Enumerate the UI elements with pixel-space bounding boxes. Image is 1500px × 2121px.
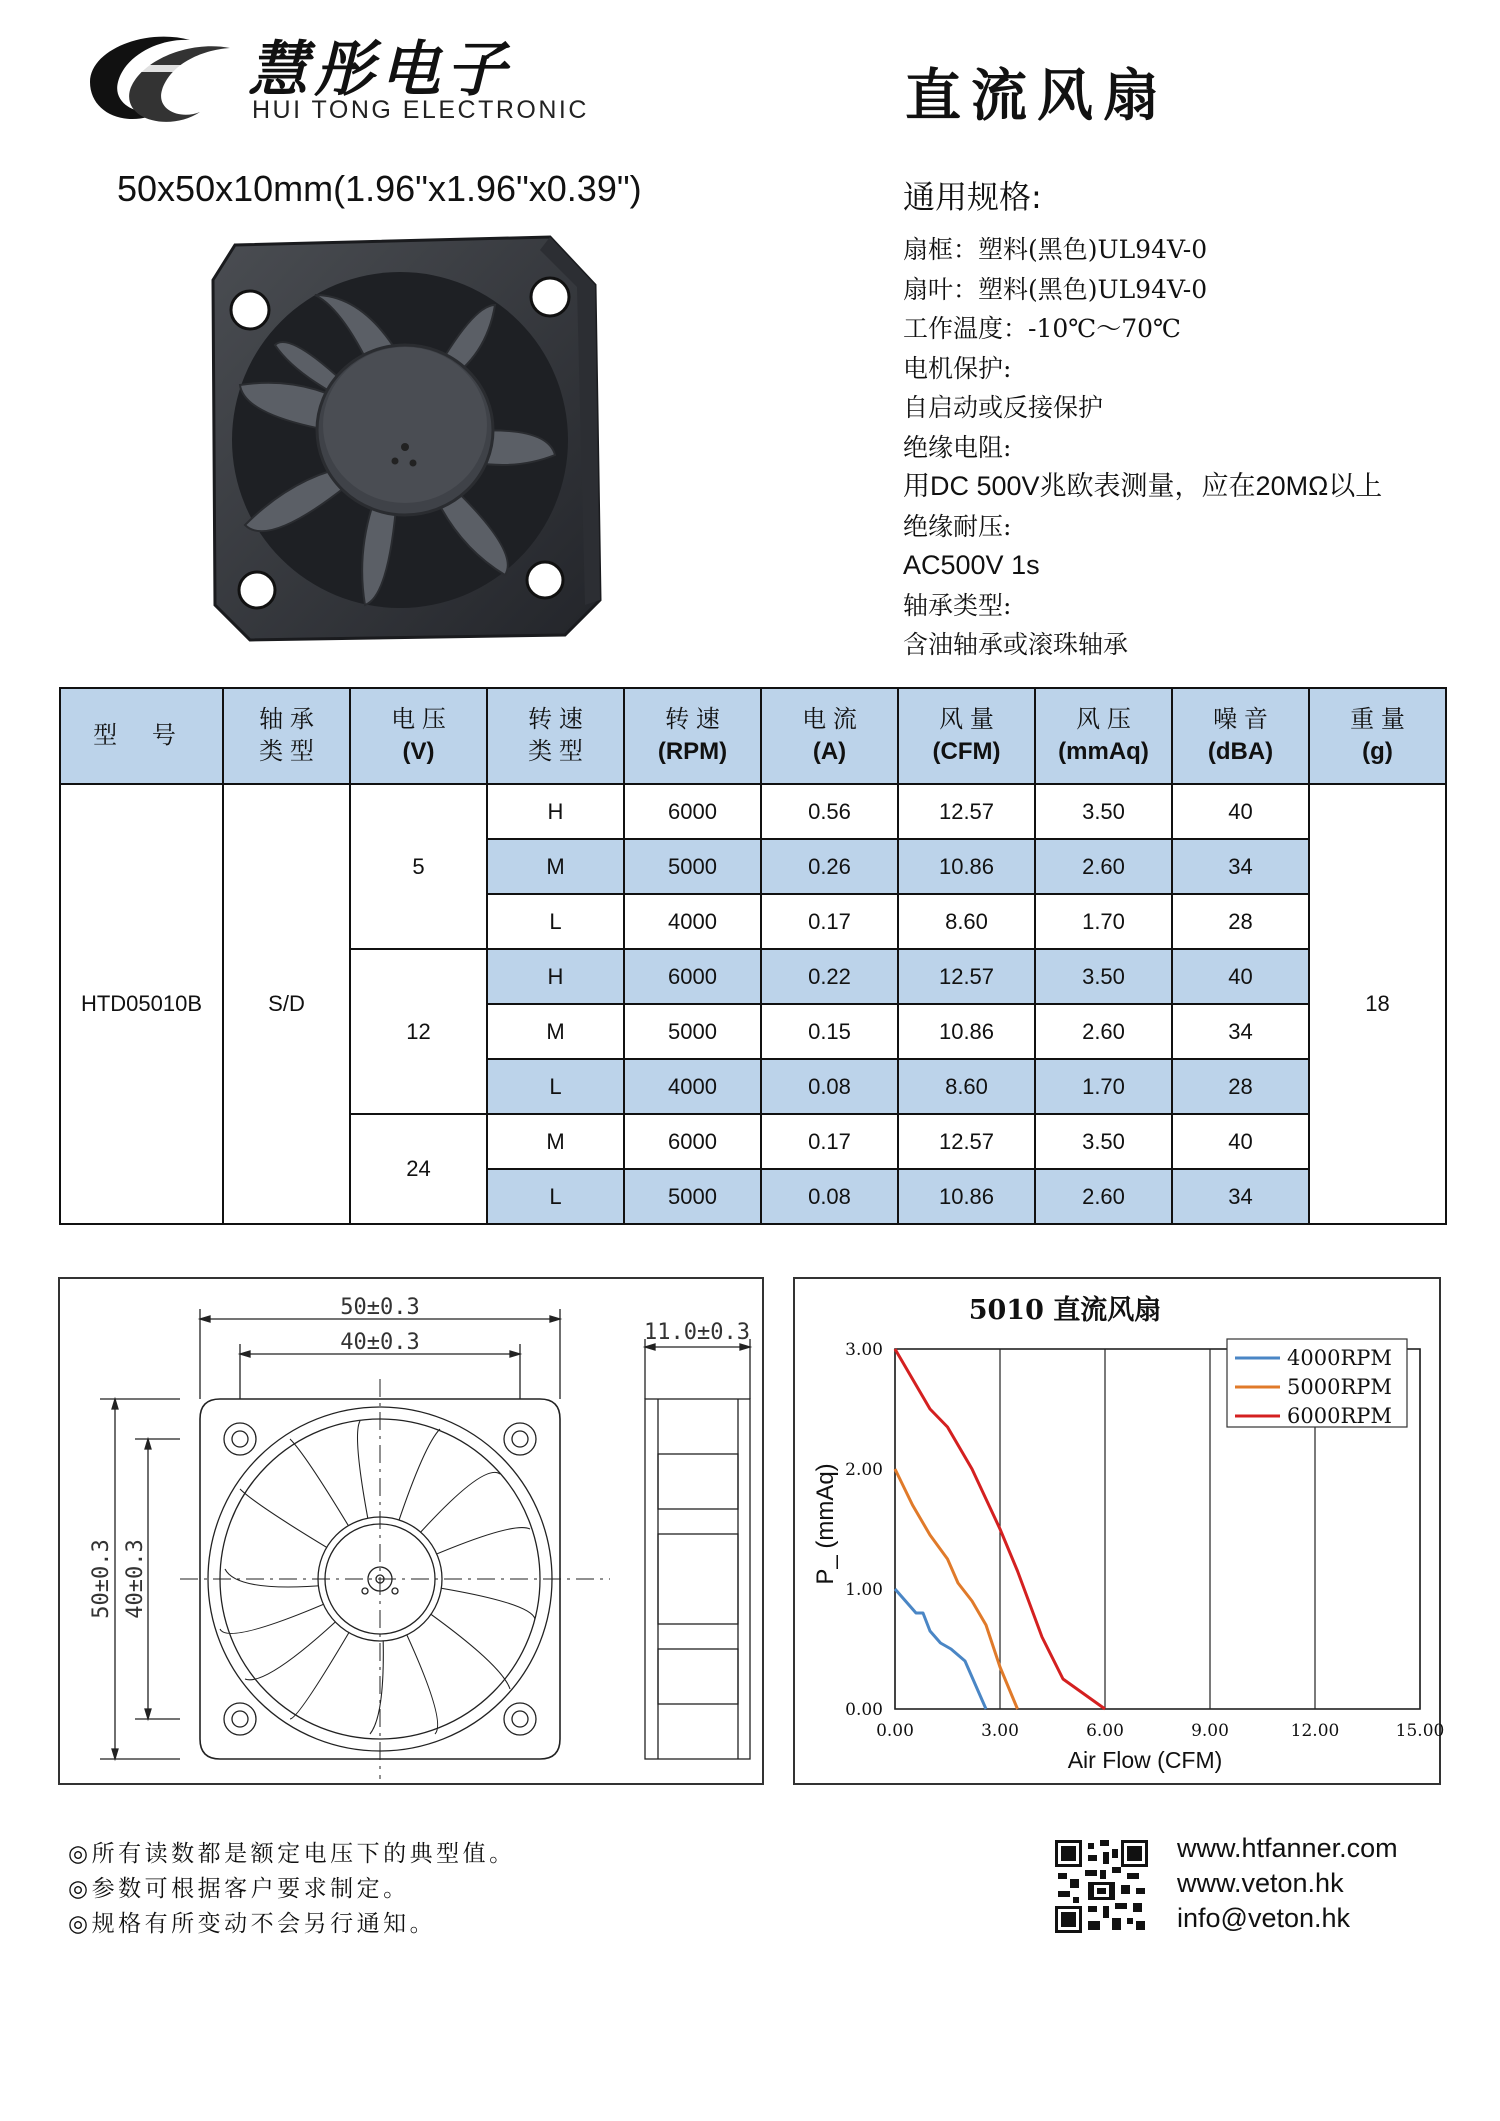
- spec-bearing-label: 轴承类型:: [903, 590, 1012, 620]
- cell-voltage: 5: [350, 784, 487, 949]
- header-weight: 重 量 (g): [1309, 688, 1446, 784]
- legend-label: 5000RPM: [1287, 1375, 1392, 1399]
- y-tick-label: 1.00: [845, 1580, 883, 1600]
- cell-rpm: 4000: [624, 894, 761, 949]
- cell-current: 0.17: [761, 1114, 898, 1169]
- spec-insulation-resistance-value: 用DC 500V兆欧表测量，应在20MΩ以上: [903, 471, 1383, 501]
- cell-cfm: 8.60: [898, 894, 1035, 949]
- series-line-4000rpm: [895, 1589, 986, 1709]
- spec-frame: 扇框：塑料(黑色)UL94V-0: [903, 235, 1208, 264]
- table-row: [60, 784, 1446, 839]
- performance-chart: [795, 1279, 1445, 1783]
- header-pressure: 风 压 (mmAq): [1035, 688, 1172, 784]
- cell-mmaq: 3.50: [1035, 1114, 1172, 1169]
- dim-hole-height: 40±0.3: [123, 1539, 148, 1619]
- general-specifications: [903, 172, 1463, 665]
- cell-dba: 34: [1172, 1169, 1309, 1224]
- note-line: ◎所有读数都是额定电压下的典型值。: [68, 1841, 516, 1867]
- cell-cfm: 10.86: [898, 1004, 1035, 1059]
- cell-bearing: S/D: [223, 784, 350, 1224]
- cell-cfm: 8.60: [898, 1059, 1035, 1114]
- cell-mmaq: 2.60: [1035, 1169, 1172, 1224]
- legend-label: 6000RPM: [1287, 1404, 1392, 1428]
- cell-current: 0.15: [761, 1004, 898, 1059]
- dimension-drawing: [60, 1279, 762, 1783]
- x-tick-label: 15.00: [1395, 1721, 1445, 1741]
- performance-chart-panel: [793, 1277, 1445, 1785]
- header-speed-type: 转 速 类 型: [487, 688, 624, 784]
- cell-speed: M: [487, 1004, 624, 1059]
- cell-speed: L: [487, 1059, 624, 1114]
- cell-speed: L: [487, 1169, 624, 1224]
- cell-mmaq: 1.70: [1035, 1059, 1172, 1114]
- qr-code: [1055, 1840, 1148, 1933]
- header-current: 电 流 (A): [761, 688, 898, 784]
- spec-temperature: 工作温度：-10℃～70℃: [903, 314, 1182, 343]
- x-tick-label: 12.00: [1290, 1721, 1340, 1741]
- chart-legend: [1227, 1339, 1407, 1428]
- x-tick-label: 3.00: [981, 1721, 1019, 1741]
- spec-insulation-resistance-label: 绝缘电阻:: [903, 432, 1012, 462]
- dim-outer-width: 50±0.3: [340, 1295, 420, 1320]
- cell-dba: 34: [1172, 839, 1309, 894]
- header-airflow: 风 量 (CFM): [898, 688, 1035, 784]
- cell-rpm: 4000: [624, 1059, 761, 1114]
- contact-info: [1177, 1831, 1398, 1936]
- spec-dielectric-label: 绝缘耐压:: [903, 511, 1012, 541]
- cell-current: 0.08: [761, 1169, 898, 1224]
- footer-notes: [68, 1837, 516, 1942]
- cell-mmaq: 1.70: [1035, 894, 1172, 949]
- spec-bearing-value: 含油轴承或滚珠轴承: [903, 630, 1129, 659]
- cell-speed: H: [487, 784, 624, 839]
- dim-hole-width: 40±0.3: [340, 1330, 420, 1355]
- dim-outer-height: 50±0.3: [89, 1539, 114, 1619]
- cell-current: 0.22: [761, 949, 898, 1004]
- cell-mmaq: 2.60: [1035, 1004, 1172, 1059]
- chart-y-axis-label: P_ (mmAq): [812, 1463, 839, 1585]
- y-tick-label: 2.00: [845, 1460, 883, 1480]
- cell-cfm: 12.57: [898, 949, 1035, 1004]
- cell-cfm: 10.86: [898, 1169, 1035, 1224]
- cell-speed: L: [487, 894, 624, 949]
- note-line: ◎规格有所变动不会另行通知。: [68, 1911, 437, 1937]
- header-voltage: 电 压 (V): [350, 688, 487, 784]
- dim-thickness: 11.0±0.3: [644, 1320, 750, 1345]
- x-tick-label: 9.00: [1191, 1721, 1229, 1741]
- header-bearing: 轴 承 类 型: [223, 688, 350, 784]
- cell-current: 0.56: [761, 784, 898, 839]
- cell-model: HTD05010B: [60, 784, 223, 1224]
- cell-dba: 28: [1172, 894, 1309, 949]
- chart-x-axis-label: Air Flow (CFM): [1067, 1747, 1223, 1773]
- website-link[interactable]: www.htfanner.com: [1177, 1833, 1398, 1863]
- cell-dba: 40: [1172, 949, 1309, 1004]
- cell-rpm: 6000: [624, 1114, 761, 1169]
- x-tick-label: 0.00: [876, 1721, 914, 1741]
- cell-current: 0.17: [761, 894, 898, 949]
- spec-motor-protection-value: 自启动或反接保护: [903, 393, 1104, 422]
- company-logo: [70, 20, 240, 130]
- header-rpm: 转 速 (RPM): [624, 688, 761, 784]
- cell-cfm: 12.57: [898, 1114, 1035, 1169]
- cell-speed: H: [487, 949, 624, 1004]
- product-size-title: 50x50x10mm(1.96"x1.96"x0.39"): [117, 168, 642, 209]
- cell-rpm: 6000: [624, 949, 761, 1004]
- cell-dba: 40: [1172, 1114, 1309, 1169]
- header-noise: 噪 音 (dBA): [1172, 688, 1309, 784]
- document-title: 直流风扇: [905, 63, 1169, 129]
- cell-cfm: 10.86: [898, 839, 1035, 894]
- chart-title: 5010 直流风扇: [968, 1295, 1162, 1326]
- cell-mmaq: 2.60: [1035, 839, 1172, 894]
- cell-dba: 34: [1172, 1004, 1309, 1059]
- cell-rpm: 5000: [624, 1004, 761, 1059]
- spec-motor-protection-label: 电机保护:: [903, 353, 1012, 383]
- cell-rpm: 5000: [624, 839, 761, 894]
- fan-product-photo: [205, 225, 615, 645]
- brand-name-english: HUI TONG ELECTRONIC: [252, 96, 589, 124]
- table-header-row: [60, 688, 1446, 784]
- legend-label: 4000RPM: [1287, 1346, 1392, 1370]
- cell-current: 0.26: [761, 839, 898, 894]
- spec-title: 通用规格:: [903, 178, 1042, 216]
- brand-name-chinese: 慧彤电子: [248, 35, 512, 105]
- cell-voltage: 12: [350, 949, 487, 1114]
- cell-speed: M: [487, 839, 624, 894]
- website-link[interactable]: www.veton.hk: [1177, 1868, 1344, 1898]
- cell-rpm: 5000: [624, 1169, 761, 1224]
- header-model: 型 号: [60, 688, 223, 784]
- note-line: ◎参数可根据客户要求制定。: [68, 1876, 410, 1902]
- spec-dielectric-value: AC500V 1s: [903, 550, 1040, 580]
- cell-voltage: 24: [350, 1114, 487, 1224]
- cell-current: 0.08: [761, 1059, 898, 1114]
- y-tick-label: 3.00: [845, 1340, 883, 1360]
- cell-dba: 40: [1172, 784, 1309, 839]
- y-tick-label: 0.00: [845, 1700, 883, 1720]
- x-tick-label: 6.00: [1086, 1721, 1124, 1741]
- cell-cfm: 12.57: [898, 784, 1035, 839]
- cell-weight: 18: [1309, 784, 1446, 1224]
- email-link[interactable]: info@veton.hk: [1177, 1903, 1351, 1933]
- dimension-drawing-panel: [58, 1277, 764, 1785]
- series-line-5000rpm: [895, 1469, 1018, 1709]
- cell-rpm: 6000: [624, 784, 761, 839]
- cell-dba: 28: [1172, 1059, 1309, 1114]
- spec-table: [59, 687, 1447, 1225]
- spec-blade: 扇叶：塑料(黑色)UL94V-0: [903, 274, 1208, 304]
- cell-mmaq: 3.50: [1035, 784, 1172, 839]
- cell-mmaq: 3.50: [1035, 949, 1172, 1004]
- cell-speed: M: [487, 1114, 624, 1169]
